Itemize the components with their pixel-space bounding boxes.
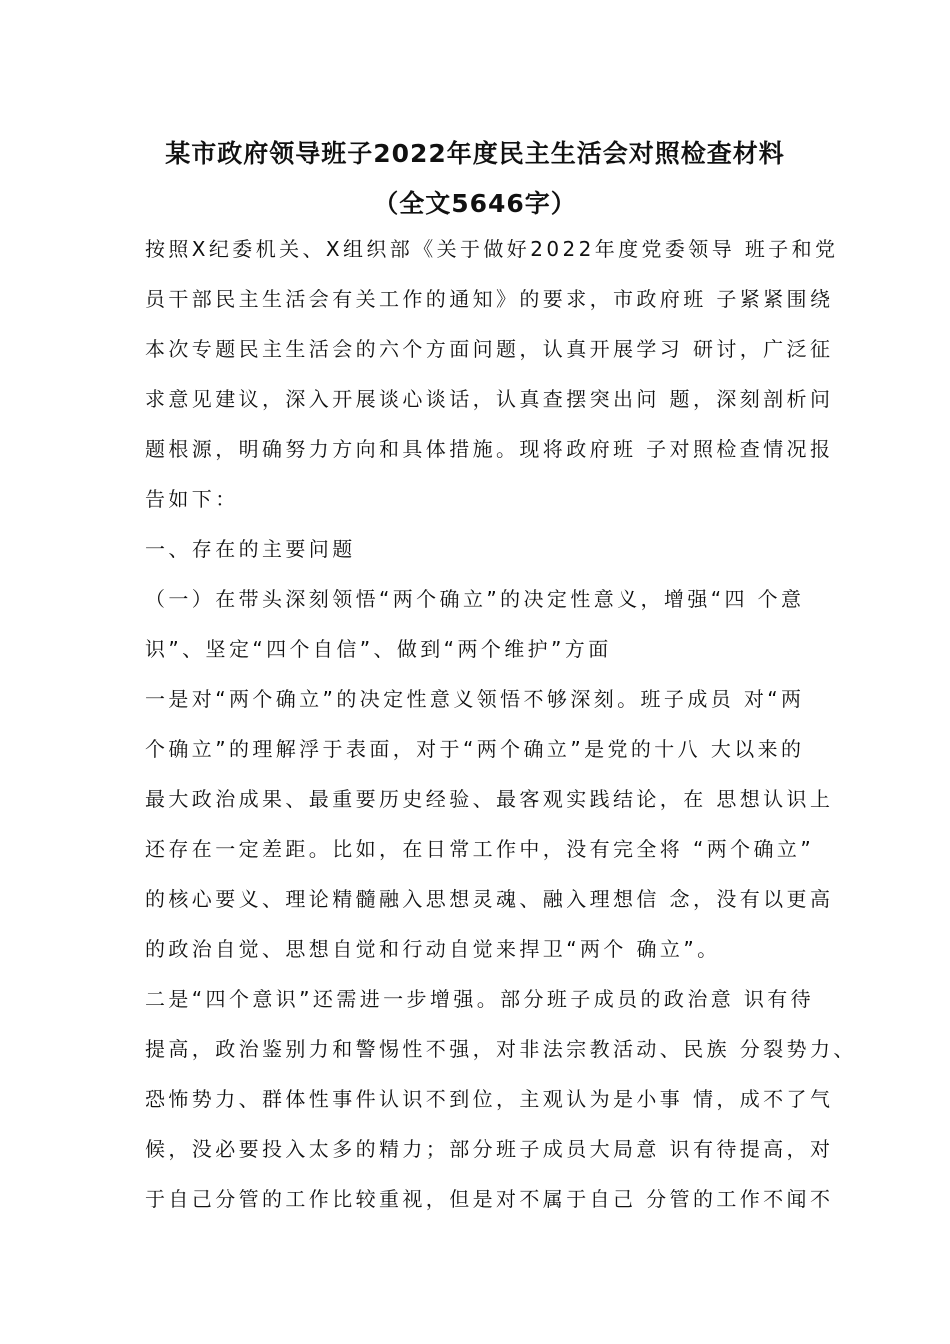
- body-line: 恐怖势力、群体性事件认识不到位，主观认为是小事 情，成不了气: [145, 1087, 834, 1111]
- body-line: 题根源，明确努力方向和具体措施。现将政府班 子对照检查情况报: [145, 437, 834, 461]
- document-subtitle: （全文5646字）: [373, 189, 577, 218]
- body-line: 本次专题民主生活会的六个方面问题，认真开展学习 研讨，广泛征: [145, 337, 834, 361]
- document-title: 某市政府领导班子2022年度民主生活会对照检查材料: [165, 139, 785, 168]
- body-line: 告如下：: [145, 487, 239, 511]
- body-line: 候，没必要投入太多的精力；部分班子成员大局意 识有待提高，对: [145, 1137, 834, 1161]
- subsection-heading: 识”、坚定“四个自信”、做到“两个维护”方面: [145, 637, 612, 661]
- body-line: 一是对“两个确立”的决定性意义领悟不够深刻。班子成员 对“两: [145, 687, 805, 711]
- body-line: 的政治自觉、思想自觉和行动自觉来捍卫“两个 确立”。: [145, 937, 721, 961]
- section-heading: 一、存在的主要问题: [145, 537, 356, 561]
- body-line: 按照X纪委机关、X组织部《关于做好2022年度党委领导 班子和党: [145, 237, 839, 261]
- body-line: 个确立”的理解浮于表面，对于“两个确立”是党的十八 大以来的: [145, 737, 805, 761]
- body-line: 二是“四个意识”还需进一步增强。部分班子成员的政治意 识有待: [145, 987, 815, 1011]
- body-line: 员干部民主生活会有关工作的通知》的要求，市政府班 子紧紧围绕: [145, 287, 834, 311]
- body-line: 求意见建议，深入开展谈心谈话，认真查摆突出问 题，深刻剖析问: [145, 387, 834, 411]
- body-line: 于自己分管的工作比较重视，但是对不属于自己 分管的工作不闻不: [145, 1187, 834, 1211]
- body-line: 提高，政治鉴别力和警惕性不强，对非法宗教活动、民族 分裂势力、: [145, 1037, 857, 1061]
- body-line: 最大政治成果、最重要历史经验、最客观实践结论，在 思想认识上: [145, 787, 834, 811]
- body-line: 还存在一定差距。比如，在日常工作中，没有完全将 “两个确立”: [145, 837, 815, 861]
- body-line: 的核心要义、理论精髓融入思想灵魂、融入理想信 念，没有以更高: [145, 887, 834, 911]
- subsection-heading: （一）在带头深刻领悟“两个确立”的决定性意义，增强“四 个意: [145, 587, 805, 611]
